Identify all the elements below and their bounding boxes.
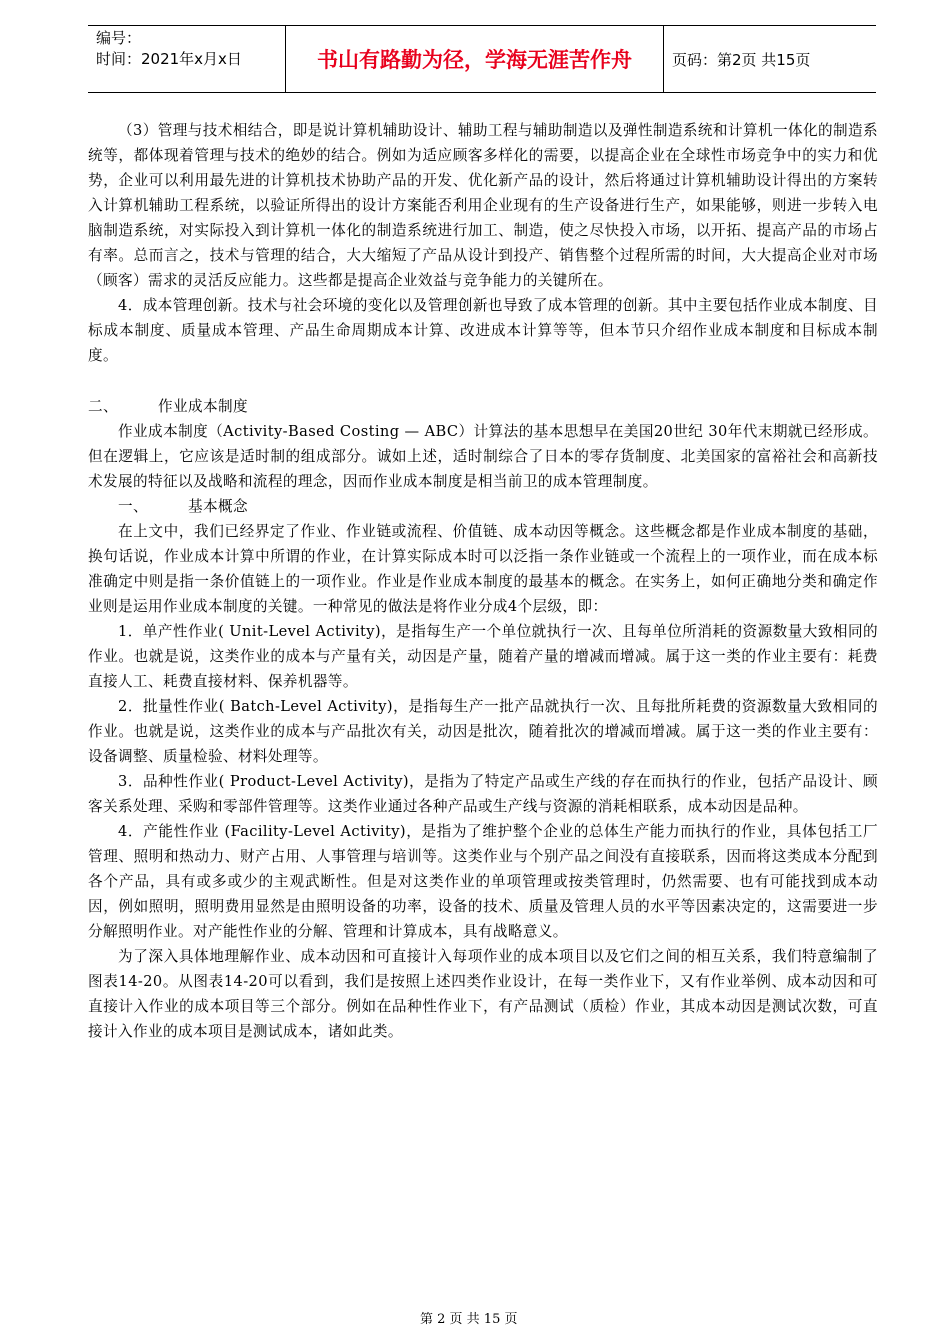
- subsection-number: 一、: [118, 498, 148, 515]
- time-label: 时间：2021年x月x日: [96, 50, 242, 68]
- paragraph: 1．单产性作业( Unit-Level Activity)，是指每生产一个单位就执行一次、且每单位所消耗的资源数量大致相同的作业。也就是说，这类作业的成本与产量有关，动因是产量，随着产量的增减而增减。属于这一类的作业主要有：耗费直接人工、耗费直接材料、保养机器等。: [88, 623, 878, 690]
- paragraph: （3）管理与技术相结合，即是说计算机辅助设计、辅助工程与辅助制造以及弹性制造系统和计算机一体化的制造系统等，都体现着管理与技术的绝妙的结合。例如为适应顾客多样化的需要，以提高企业在全球性市场竞争中的实力和优势，企业可以利用最先进的计算机技术协助产品的开发、优化新产品的设计，然后将通过计算机辅助设计得出的方案转入计算机辅助工程系统，以验证所得出的设计方案能否利用企业现有的生产设备进行生产，如果能够，则进一步转入电脑制造系统，对实际投入到计算机一体化的制造系统进行加工、制造，使之尽快投入市场，以开拓、提高产品的市场占有率。总而言之，技术与管理的结合，大大缩短了产品从设计到投产、销售整个过程所需的时间，大大提高企业对市场（顾客）需求的灵活反应能力。这些都是提高企业效益与竞争能力的关键所在。: [88, 122, 878, 289]
- paragraph: 3．品种性作业( Product-Level Activity)，是指为了特定产品或生产线的存在而执行的作业，包括产品设计、顾客关系处理、采购和零部件管理等。这类作业通过各种产品或生产线与资源的消耗相联系，成本动因是品种。: [88, 773, 878, 815]
- doc-number-label: 编号：: [96, 29, 142, 47]
- header-page-info: 页码：第2页 共15页: [672, 50, 811, 69]
- subsection-title: 基本概念: [188, 498, 248, 515]
- document-body: [88, 118, 878, 1044]
- paragraph: 4．成本管理创新。技术与社会环境的变化以及管理创新也导致了成本管理的创新。其中主要包括作业成本制度、目标成本制度、质量成本管理、产品生命周期成本计算、改进成本计算等等，但本节只介绍作业成本制度和目标成本制度。: [88, 297, 878, 364]
- page-footer: 第 2 页 共 15 页: [420, 1312, 518, 1327]
- page-header: [88, 25, 876, 93]
- header-motto: 书山有路勤为径，学海无涯苦作舟: [286, 26, 664, 92]
- paragraph: 在上文中，我们已经界定了作业、作业链或流程、价值链、成本动因等概念。这些概念都是作业成本制度的基础，换句话说，作业成本计算中所谓的作业，在计算实际成本时可以泛指一条作业链或一个流程上的一项作业，而在成本标准确定中则是指一条价值链上的一项作业。作业是作业成本制度的最基本的概念。在实务上，如何正确地分类和确定作业则是运用作业成本制度的关键。一种常见的做法是将作业分成4个层级，即：: [88, 523, 878, 615]
- paragraph: 2．批量性作业( Batch-Level Activity)，是指每生产一批产品就执行一次、且每批所耗费的资源数量大致相同的作业。也就是说，这类作业的成本与产品批次有关，动因是批次，随着批次的增减而增减。属于这一类的作业主要有：设备调整、质量检验、材料处理等。: [88, 698, 878, 765]
- subsection-heading: [88, 494, 878, 519]
- section-heading: [88, 394, 878, 419]
- paragraph: 作业成本制度（Activity-Based Costing — ABC）计算法的基本思想早在美国20世纪 30年代末期就已经形成。但在逻辑上，它应该是适时制的组成部分。诚如上述，适时制综合了日本的零存货制度、北美国家的富裕社会和高新技术发展的特征以及战略和流程的理念，因而作业成本制度是相当前卫的成本管理制度。: [88, 423, 878, 490]
- paragraph: 4．产能性作业 (Facility-Level Activity)，是指为了维护整个企业的总体生产能力而执行的作业，具体包括工厂管理、照明和热动力、财产占用、人事管理与培训等。这类作业与个别产品之间没有直接联系，因而将这类成本分配到各个产品，具有或多或少的主观武断性。但是对这类作业的单项管理或按类管理时，仍然需要、也有可能找到成本动因，例如照明，照明费用显然是由照明设备的功率，设备的技术、质量及管理人员的水平等因素决定的，这需要进一步分解照明作业。对产能性作业的分解、管理和计算成本，具有战略意义。: [88, 823, 878, 940]
- paragraph: 为了深入具体地理解作业、成本动因和可直接计入每项作业的成本项目以及它们之间的相互关系，我们特意编制了图表14-20。从图表14-20可以看到，我们是按照上述四类作业设计，在每一类作业下，又有作业举例、成本动因和可直接计入作业的成本项目等三个部分。例如在品种性作业下，有产品测试（质检）作业，其成本动因是测试次数，可直接计入作业的成本项目是测试成本，诸如此类。: [88, 948, 878, 1040]
- section-title: 作业成本制度: [158, 398, 248, 415]
- header-meta: [88, 26, 286, 92]
- spacer: [88, 368, 878, 394]
- section-number: 二、: [88, 398, 118, 415]
